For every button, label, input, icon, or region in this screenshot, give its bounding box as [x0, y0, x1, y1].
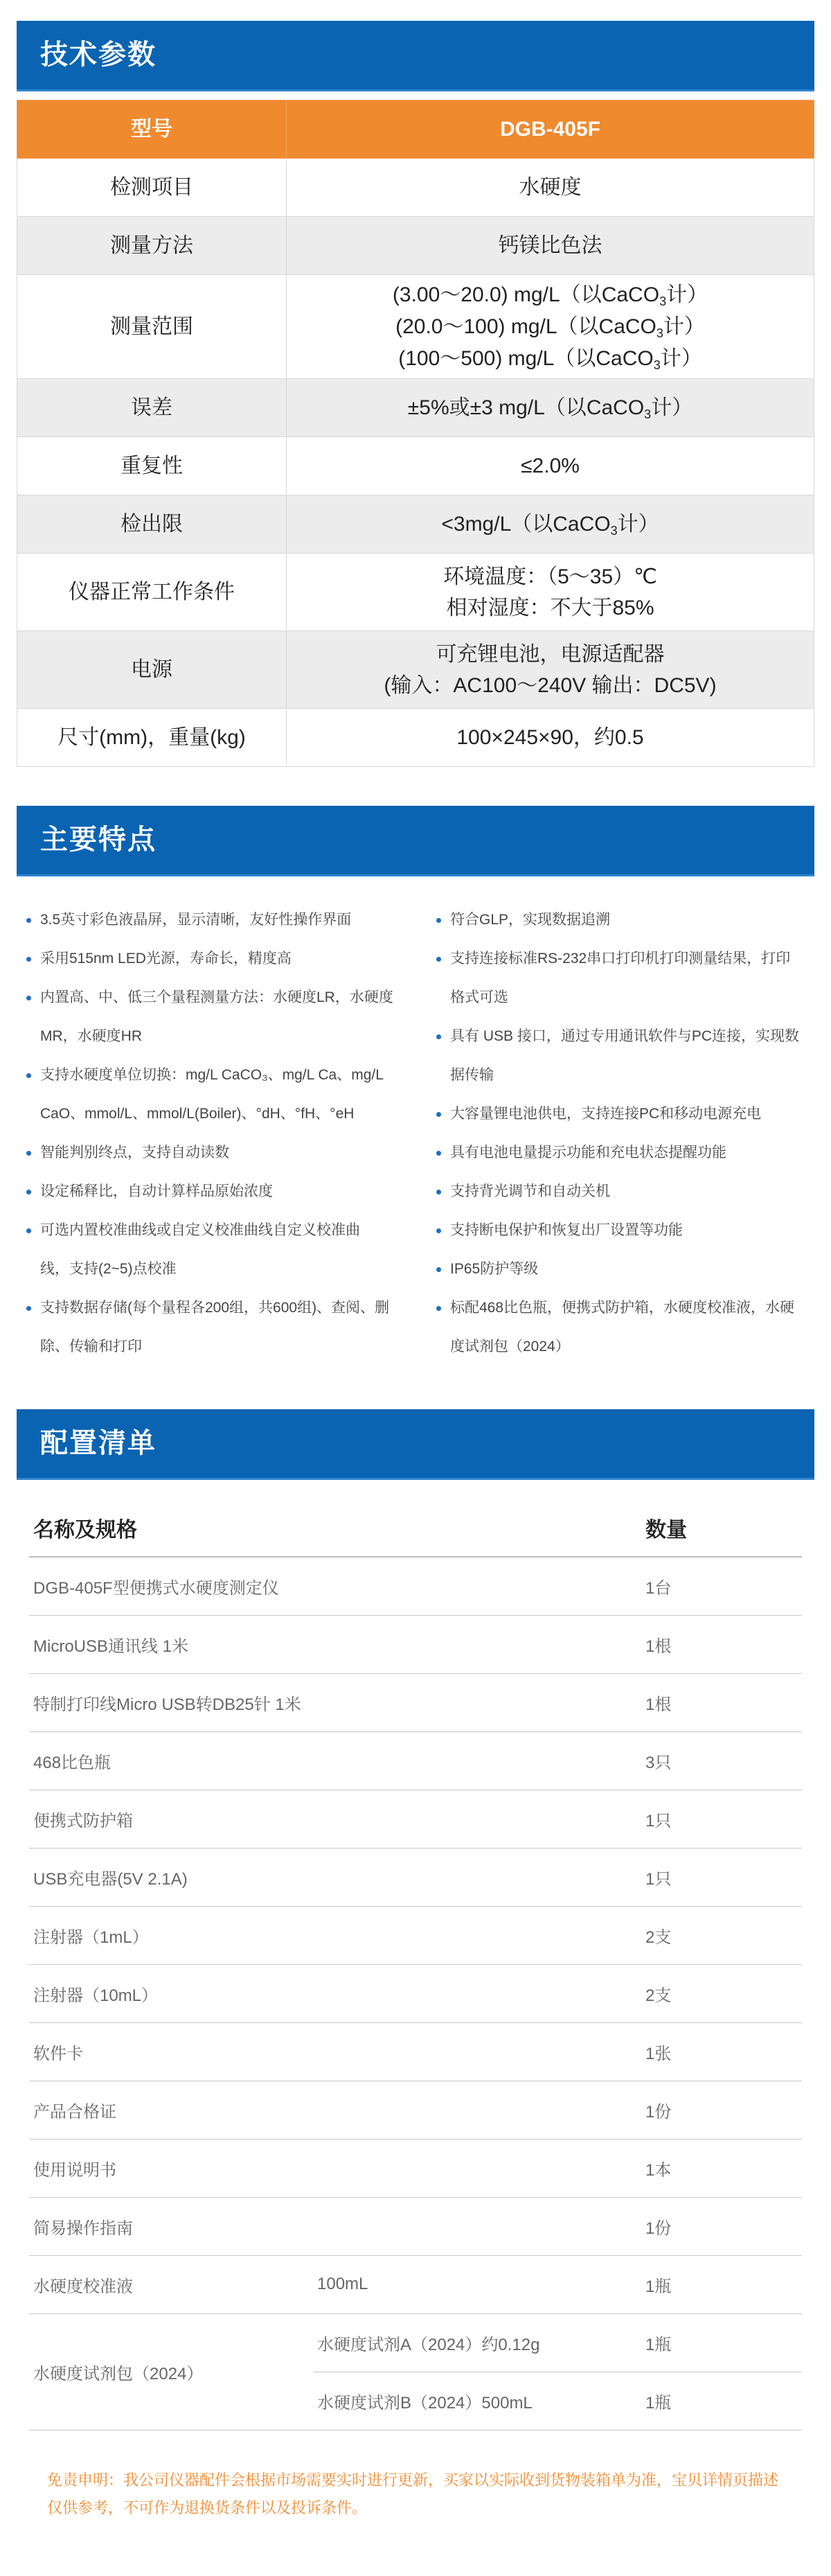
config-row — [29, 2255, 802, 2313]
config-header-qty: 数量 — [641, 1499, 802, 1557]
config-item-spec: 水硬度试剂A（2024）约0.12g — [313, 2313, 641, 2372]
config-item-name: DGB-405F型便携式水硬度测定仪 — [29, 1557, 641, 1615]
spec-value-line: 钙镁比色法 — [498, 234, 602, 257]
spec-value-line: (20.0～100) mg/L（以CaCO$_3$计） — [395, 315, 705, 340]
bullet-dot-icon — [26, 1228, 31, 1233]
feature-text-line: 标配468比色瓶，便携式防护箱，水硬度校准液，水硬 — [450, 1300, 795, 1316]
config-item-name: 产品合格证 — [29, 2081, 641, 2139]
feature-item — [431, 1017, 815, 1095]
spec-value — [287, 495, 814, 554]
config-item-name: 水硬度校准液 — [29, 2255, 313, 2313]
config-row — [29, 1964, 802, 2022]
config-item-name: MicroUSB通讯线 1米 — [29, 1615, 641, 1673]
config-item-name: 水硬度试剂包（2024） — [29, 2313, 313, 2430]
feature-item — [431, 1250, 815, 1289]
disclaimer-text: 免责申明：我公司仪器配件会根据市场需要实时进行更新，买家以实际收到货物装箱单为准，宝贝详情页描述仅供参考，不可作为退换货条件以及投诉条件。 — [47, 2471, 779, 2516]
feature-text-line: 支持水硬度单位切换：mg/L CaCO₃、mg/L Ca、mg/L — [40, 1067, 384, 1083]
feature-item — [431, 1095, 815, 1133]
config-item-qty: 1张 — [641, 2022, 802, 2081]
spec-row — [17, 554, 814, 631]
spec-row — [17, 159, 814, 217]
spec-table-header — [17, 100, 814, 159]
feature-text-line: 度试剂包（2024） — [450, 1339, 570, 1355]
specs-section-title: 技术参数 — [40, 39, 157, 70]
spec-label: 测量范围 — [17, 275, 287, 379]
feature-text-line: 采用515nm LED光源，寿命长，精度高 — [40, 951, 292, 967]
spec-row — [17, 217, 814, 275]
spec-value-line: (输入：AC100～240V 输出：DC5V) — [384, 673, 717, 697]
feature-text-line: 3.5英寸彩色液晶屏，显示清晰，友好性操作界面 — [40, 912, 352, 928]
config-row — [29, 1848, 802, 1906]
feature-text-line: 支持断电保护和恢复出厂设置等功能 — [450, 1222, 683, 1238]
bullet-dot-icon — [26, 996, 31, 1000]
spec-value-line: ≤2.0% — [521, 455, 580, 477]
feature-item — [431, 1133, 815, 1172]
feature-text-line: 内置高、中、低三个量程测量方法：水硬度LR，水硬度 — [40, 989, 393, 1005]
spec-value — [287, 554, 814, 631]
feature-text-line: 格式可选 — [450, 989, 508, 1005]
feature-item — [21, 1133, 409, 1172]
config-row — [29, 1731, 802, 1790]
bullet-dot-icon — [436, 957, 441, 962]
spec-header-value: DGB-405F — [287, 100, 814, 159]
config-header-name: 名称及规格 — [29, 1499, 641, 1557]
feature-text-line: 具有电池电量提示功能和充电状态提醒功能 — [450, 1145, 726, 1161]
bullet-dot-icon — [26, 1190, 31, 1194]
config-row — [29, 2081, 802, 2139]
feature-item — [21, 901, 409, 939]
feature-text-line: 设定稀释比，自动计算样品原始浓度 — [40, 1183, 273, 1199]
feature-text-line: 大容量锂电池供电，支持连接PC和移动电源充电 — [450, 1106, 762, 1122]
config-item-spec: 100mL — [313, 2255, 641, 2313]
config-item-name: 使用说明书 — [29, 2139, 641, 2197]
config-item-qty: 2支 — [641, 1906, 802, 1964]
feature-item — [431, 939, 815, 1017]
config-item-qty: 1台 — [641, 1557, 802, 1615]
feature-item — [21, 1056, 409, 1133]
config-item-name: 简易操作指南 — [29, 2197, 641, 2255]
feature-text-line: 可选内置校准曲线或自定义校准曲线自定义校准曲 — [40, 1222, 360, 1238]
spec-label: 误差 — [17, 379, 287, 437]
spec-label: 检测项目 — [17, 159, 287, 217]
bullet-dot-icon — [26, 1306, 31, 1311]
config-item-name: 468比色瓶 — [29, 1731, 641, 1790]
config-row — [29, 2313, 802, 2372]
spec-value — [287, 631, 814, 709]
bullet-dot-icon — [436, 1306, 441, 1311]
config-item-qty: 1只 — [641, 1790, 802, 1848]
spec-value-line: ±5%或±3 mg/L（以CaCO$_3$计） — [407, 396, 693, 421]
spec-row — [17, 437, 814, 495]
spec-value-line: 相对湿度：不大于85% — [446, 596, 654, 619]
feature-text-line: 具有 USB 接口，通过专用通讯软件与PC连接，实现数 — [450, 1028, 800, 1044]
feature-item — [21, 978, 409, 1056]
feature-item — [431, 1172, 815, 1211]
config-item-qty: 1份 — [641, 2081, 802, 2139]
config-item-qty: 1份 — [641, 2197, 802, 2255]
spec-value-line: 100×245×90，约0.5 — [456, 726, 644, 749]
spec-value — [287, 159, 814, 217]
bullet-dot-icon — [26, 957, 31, 962]
spec-value — [287, 437, 814, 495]
specs-section-banner — [17, 21, 814, 91]
bullet-dot-icon — [436, 1112, 441, 1117]
feature-text-line: 线，支持(2~5)点校准 — [40, 1261, 177, 1277]
config-row — [29, 1790, 802, 1848]
feature-item — [431, 1211, 815, 1250]
features-list-left — [21, 901, 409, 1366]
spec-label: 电源 — [17, 631, 287, 709]
feature-text-line: 除、传输和打印 — [40, 1339, 142, 1355]
feature-item — [21, 1211, 409, 1289]
feature-text-line: 据传输 — [450, 1067, 494, 1083]
spec-row — [17, 709, 814, 767]
config-row — [29, 1906, 802, 1964]
config-item-name: USB充电器(5V 2.1A) — [29, 1848, 641, 1906]
config-item-name: 便携式防护箱 — [29, 1790, 641, 1848]
feature-item — [21, 1289, 409, 1366]
feature-text-line: 支持数据存储(每个量程各200组，共600组)、查阅、删 — [40, 1300, 390, 1316]
config-row — [29, 1557, 802, 1615]
spec-label: 测量方法 — [17, 217, 287, 275]
features-section-banner — [17, 806, 814, 876]
spec-table — [17, 100, 814, 767]
config-row — [29, 2197, 802, 2255]
config-item-qty: 1本 — [641, 2139, 802, 2197]
config-table-header — [29, 1499, 802, 1557]
feature-text-line: 支持连接标准RS-232串口打印机打印测量结果，打印 — [450, 951, 791, 967]
config-item-name: 特制打印线Micro USB转DB25针 1米 — [29, 1673, 641, 1731]
bullet-dot-icon — [436, 1267, 441, 1272]
spec-row — [17, 379, 814, 437]
bullet-dot-icon — [436, 1228, 441, 1233]
features-list-right — [431, 901, 815, 1366]
spec-value-line: 水硬度 — [519, 176, 582, 199]
feature-text-line: 支持背光调节和自动关机 — [450, 1183, 610, 1199]
config-item-name: 注射器（10mL） — [29, 1964, 641, 2022]
bullet-dot-icon — [26, 1151, 31, 1156]
feature-text-line: IP65防护等级 — [450, 1261, 539, 1277]
feature-item — [21, 939, 409, 978]
spec-row — [17, 275, 814, 379]
bullet-dot-icon — [436, 1190, 441, 1194]
spec-value-line: 环境温度：（5～35）℃ — [443, 565, 657, 588]
feature-text-line: 符合GLP，实现数据追溯 — [450, 912, 611, 928]
config-item-qty: 3只 — [641, 1731, 802, 1790]
spec-header-label: 型号 — [17, 100, 287, 159]
config-section-title: 配置清单 — [40, 1428, 157, 1458]
config-item-qty: 2支 — [641, 1964, 802, 2022]
spec-value — [287, 709, 814, 767]
spec-label: 检出限 — [17, 495, 287, 554]
config-item-name: 软件卡 — [29, 2022, 641, 2081]
config-item-qty: 1根 — [641, 1673, 802, 1731]
feature-text-line: 智能判别终点，支持自动读数 — [40, 1145, 229, 1161]
config-item-name: 注射器（1mL） — [29, 1906, 641, 1964]
spec-label: 重复性 — [17, 437, 287, 495]
bullet-dot-icon — [436, 1151, 441, 1156]
feature-text-line: CaO、mmol/L、mmol/L(Boiler)、°dH、°fH、°eH — [40, 1106, 355, 1122]
features-section-title: 主要特点 — [40, 824, 157, 855]
config-row — [29, 2022, 802, 2081]
spec-value-line: (100～500) mg/L（以CaCO$_3$计） — [398, 346, 702, 372]
config-row — [29, 2139, 802, 2197]
spec-value — [287, 275, 814, 379]
config-item-qty: 1瓶 — [641, 2372, 802, 2430]
bullet-dot-icon — [436, 1034, 441, 1039]
config-row — [29, 1615, 802, 1673]
config-section-banner — [17, 1409, 814, 1480]
config-item-qty: 1瓶 — [641, 2255, 802, 2313]
spec-label: 仪器正常工作条件 — [17, 554, 287, 631]
bullet-dot-icon — [26, 1073, 31, 1078]
spec-value-line: 可充锂电池，电源适配器 — [436, 642, 665, 666]
feature-item — [21, 1172, 409, 1211]
bullet-dot-icon — [436, 918, 441, 923]
config-item-qty: 1只 — [641, 1848, 802, 1906]
spec-row — [17, 495, 814, 554]
config-table — [29, 1499, 802, 2431]
spec-value-line: (3.00～20.0) mg/L（以CaCO$_3$计） — [392, 283, 708, 308]
config-item-qty: 1根 — [641, 1615, 802, 1673]
feature-item — [431, 1289, 815, 1366]
spec-value — [287, 217, 814, 275]
feature-item — [431, 901, 815, 939]
config-item-qty: 1瓶 — [641, 2313, 802, 2372]
config-item-spec: 水硬度试剂B（2024）500mL — [313, 2372, 641, 2430]
spec-label: 尺寸(mm)，重量(kg) — [17, 709, 287, 767]
spec-value — [287, 379, 814, 437]
spec-value-line: <3mg/L（以CaCO$_3$计） — [441, 512, 659, 538]
spec-row — [17, 631, 814, 709]
feature-text-line: MR，水硬度HR — [40, 1028, 142, 1044]
bullet-dot-icon — [26, 918, 31, 923]
config-row — [29, 1673, 802, 1731]
